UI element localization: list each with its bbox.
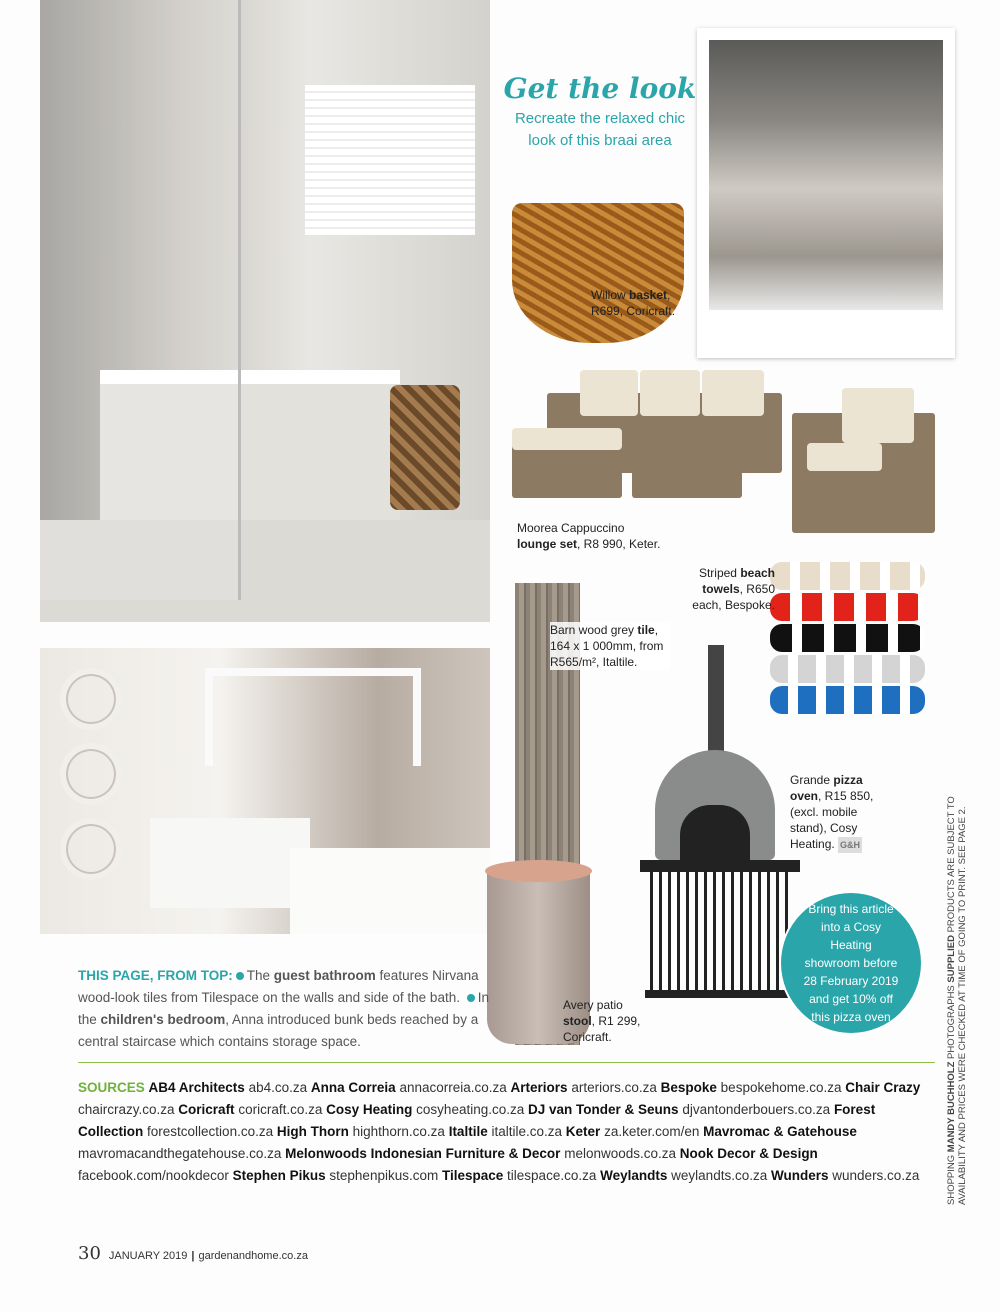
source-url[interactable]: arteriors.co.za [571,1080,657,1095]
source-entry [566,1124,703,1139]
source-url[interactable]: highthorn.co.za [352,1124,445,1139]
source-entry [661,1080,846,1095]
childrens-bedroom-photo [40,648,490,934]
bullet-icon [467,994,475,1002]
source-url[interactable]: za.keter.com/en [604,1124,700,1139]
source-entry [277,1124,449,1139]
source-url[interactable]: weylandts.co.za [671,1168,768,1183]
source-url[interactable]: djvantonderbouers.co.za [682,1102,831,1117]
source-entry [449,1124,566,1139]
issue-date: JANUARY 2019 [108,1250,188,1262]
separator: | [191,1250,195,1262]
source-name: Wunders [771,1168,829,1183]
source-name: Forest Collection [78,1102,876,1139]
source-entry [233,1168,442,1183]
source-url[interactable]: melonwoods.co.za [564,1146,677,1161]
source-entry [528,1102,834,1117]
guest-bathroom-photo [40,0,490,622]
source-url[interactable]: bespokehome.co.za [720,1080,842,1095]
bed [150,818,310,908]
source-name: Cosy Heating [326,1102,413,1117]
source-url[interactable]: forestcollection.co.za [147,1124,274,1139]
source-name: Nook Decor & Design [679,1146,818,1161]
source-entry [771,1168,919,1183]
garden-home-logo: G&H [838,837,862,853]
source-entry [285,1146,680,1161]
side-table [390,385,460,510]
towels-label: Striped beach towels, R650 each, Bespoke. [692,566,775,612]
source-name: Bespoke [660,1080,717,1095]
tile-label: Barn wood grey tile, 164 x 1 000mm, from R565/m², Italtile. [550,622,670,670]
source-entry [311,1080,511,1095]
source-name: Mavromac & Gatehouse [703,1124,857,1139]
lounge-label: Moorea Cappuccino lounge set, R8 990, Keter. [517,521,661,551]
pizza-oven-image [630,645,800,1050]
source-entry [442,1168,600,1183]
source-entry [178,1102,326,1117]
source-name: Tilespace [441,1168,504,1183]
bed [290,848,490,934]
source-url[interactable]: stephenpikus.com [329,1168,439,1183]
stool-label: Avery patio stool, R1 299, Coricraft. [563,998,641,1044]
source-name: Melonwoods Indonesian Furniture & Decor [285,1146,561,1161]
ship-wheel-decor [60,818,122,880]
source-entry [600,1168,771,1183]
ship-wheel-decor [60,668,122,730]
section-title: Get the look [503,72,697,105]
window-blind [305,85,475,235]
source-name: Italtile [448,1124,488,1139]
sources-heading: SOURCES [78,1080,145,1095]
shower-glass [40,0,241,600]
page-number: 30 [78,1243,101,1264]
braai-image [709,40,943,310]
source-name: Weylandts [600,1168,668,1183]
source-name: AB4 Architects [148,1080,245,1095]
sources-list [78,1077,938,1187]
source-url[interactable]: cosyheating.co.za [416,1102,525,1117]
source-name: DJ van Tonder & Seuns [528,1102,679,1117]
basket-label: Willow basket, R699, Coricraft. [591,288,676,318]
divider [78,1062,935,1063]
promo-badge [781,893,921,1033]
lounge-set-image [512,368,782,498]
credits-note: SHOPPING MANDY BUCHHOLZ PHOTOGRAPHS SUPPLIED PRODUCTS ARE SUBJECT TO AVAILABILITY AND PRICES WERE CHECKED AT TIME OF GOING TO PRINT. SEE PAGE 2. [946,796,968,1205]
source-url[interactable]: wunders.co.za [832,1168,920,1183]
caption-heading: THIS PAGE, FROM TOP: [78,968,233,983]
ship-wheel-decor [60,743,122,805]
source-name: Anna Correia [310,1080,396,1095]
source-name: Stephen Pikus [232,1168,326,1183]
source-entry [149,1080,311,1095]
pizza-oven-label: Grande pizza oven, R15 850, (excl. mobile stand), Cosy Heating. G&H [790,773,874,851]
source-url[interactable]: italtile.co.za [491,1124,563,1139]
source-name: Arteriors [510,1080,568,1095]
website-link[interactable]: gardenandhome.co.za [198,1250,308,1262]
source-entry [511,1080,661,1095]
willow-basket-image [512,203,684,343]
source-name: Chair Crazy [845,1080,921,1095]
bullet-icon [236,972,244,980]
source-name: High Thorn [276,1124,349,1139]
source-name: Coricraft [178,1102,235,1117]
photo-caption: THIS PAGE, FROM TOP: The guest bathroom features Nirvana wood-look tiles from Tilespace on the walls and side of the bath. In the children's bedroom, Anna introduced bunk beds reached by a central staircase which contains storage space. [78,968,489,1049]
bunk-bed-frame [205,668,421,766]
source-url[interactable]: mavromacandthegatehouse.co.za [78,1146,282,1161]
armchair-image [792,388,935,533]
source-url[interactable]: annacorreia.co.za [399,1080,507,1095]
source-url[interactable]: tilespace.co.za [507,1168,597,1183]
source-url[interactable]: coricraft.co.za [238,1102,323,1117]
page-footer [78,1243,308,1264]
section-subtitle: Recreate the relaxed chic look of this braai area [514,110,686,149]
source-url[interactable]: ab4.co.za [248,1080,308,1095]
source-entry [326,1102,528,1117]
source-url[interactable]: chaircrazy.co.za [78,1102,175,1117]
source-url[interactable]: facebook.com/nookdecor [78,1168,229,1183]
source-name: Keter [565,1124,601,1139]
promo-text: Bring this article into a Cosy Heating showroom before 28 February 2019 and get 10% off this pizza oven [803,902,899,1024]
braai-area-photo [697,28,955,358]
